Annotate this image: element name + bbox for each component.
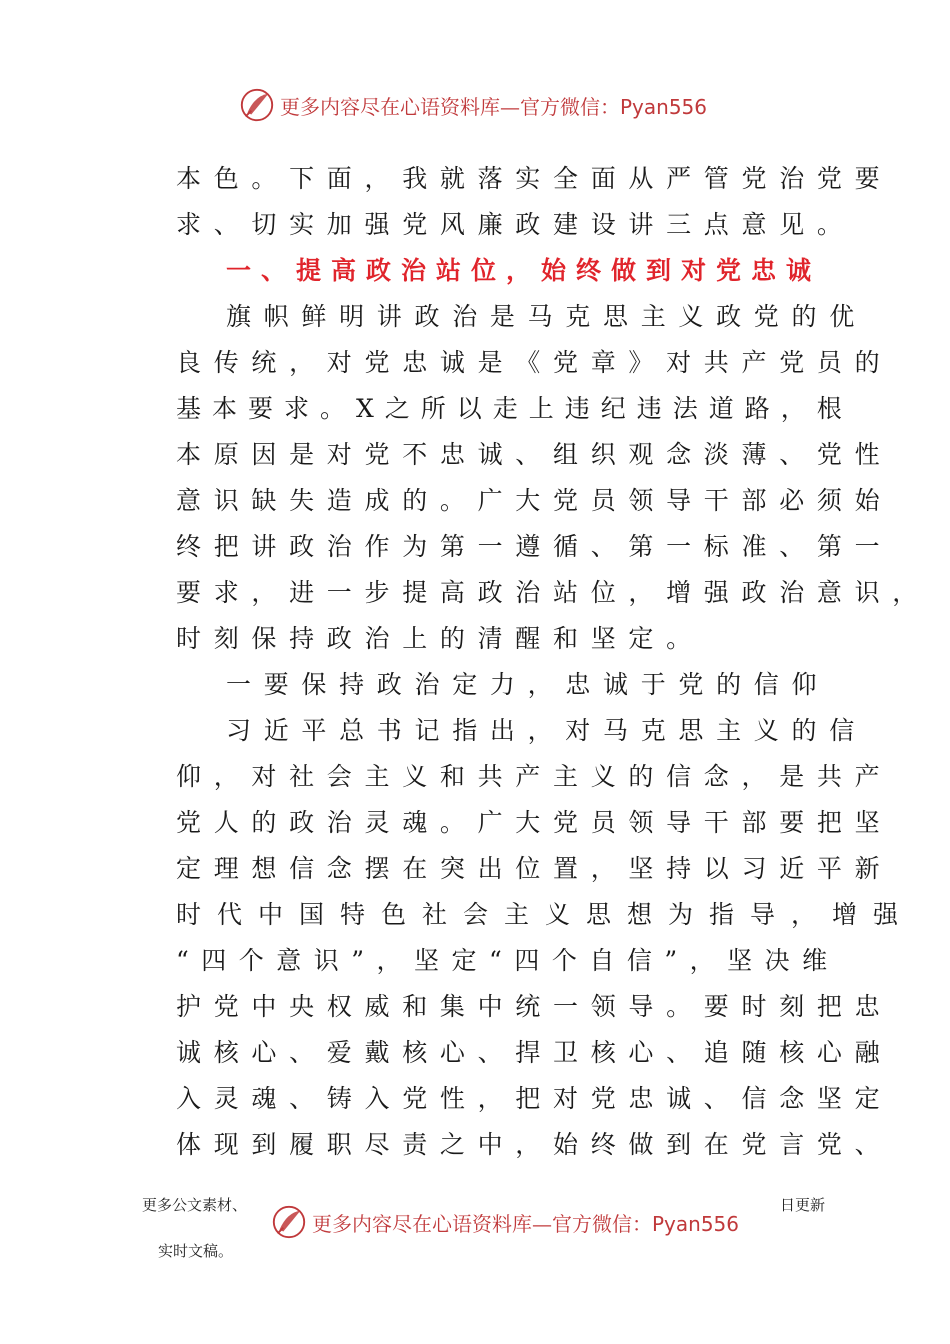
text-line-9: 终把讲政治作为第一遵循、第一标准、第一: [176, 532, 893, 561]
pen-logo-icon: [238, 86, 276, 124]
text-line-19: 护党中央权威和集中统一领导。要时刻把忠: [176, 992, 893, 1021]
pen-logo-icon: [270, 1203, 308, 1241]
watermark-wechat-text: 官方微信：Pyan556: [552, 1211, 740, 1236]
watermark-wechat-text: 官方微信：Pyan556: [520, 94, 708, 119]
text-line-10: 要求，进一步提高政治站位，增强政治意识，: [176, 578, 931, 607]
text-line-5: 良传统，对党忠诚是《党章》对共产党员的: [176, 348, 893, 377]
text-line-8: 意识缺失造成的。广大党员领导干部必须始: [176, 486, 893, 515]
text-line-4: 旗帜鲜明讲政治是马克思主义政党的优: [226, 302, 867, 331]
section-heading: 一、提高政治站位，始终做到对党忠诚: [226, 256, 822, 285]
text-line-20: 诚核心、爱戴核心、捍卫核心、追随核心融: [176, 1038, 893, 1067]
footer-text-right: 日更新: [780, 1196, 826, 1214]
text-line-17: 时代中国特色社会主义思想为指导，增强: [176, 900, 915, 929]
text-line-7: 本原因是对党不忠诚、组织观念淡薄、党性: [176, 440, 893, 469]
text-line-6: 基本要求。X之所以走上违纪违法道路，根: [176, 394, 853, 423]
text-line-22: 体现到履职尽责之中，始终做到在党言党、: [176, 1130, 893, 1159]
text-line-1: 本色。下面，我就落实全面从严管党治党要: [176, 164, 893, 193]
text-line-13: 习近平总书记指出，对马克思主义的信: [226, 716, 867, 745]
text-line-11: 时刻保持政治上的清醒和坚定。: [176, 624, 704, 653]
watermark-bottom: [270, 1203, 739, 1241]
text-line-14: 仰，对社会主义和共产主义的信念，是共产: [176, 762, 893, 791]
watermark-main-text: 更多内容尽在心语资料库—: [312, 1211, 552, 1236]
text-line-16: 定理想信念摆在突出位置，坚持以习近平新: [176, 854, 893, 883]
watermark-main-text: 更多内容尽在心语资料库—: [280, 94, 520, 119]
sub-heading: 一要保持政治定力，忠诚于党的信仰: [226, 670, 830, 699]
text-line-18: “四个意识”，坚定“四个自信”，坚决维: [176, 946, 840, 975]
text-line-21: 入灵魂、铸入党性，把对党忠诚、信念坚定: [176, 1084, 893, 1113]
text-line-15: 党人的政治灵魂。广大党员领导干部要把坚: [176, 808, 893, 837]
footer-text-left-second: 实时文稿。: [158, 1242, 234, 1260]
text-line-2: 求、切实加强党风廉政建设讲三点意见。: [176, 210, 855, 239]
watermark-top: [238, 86, 707, 124]
footer-text-left: 更多公文素材、: [142, 1196, 248, 1214]
